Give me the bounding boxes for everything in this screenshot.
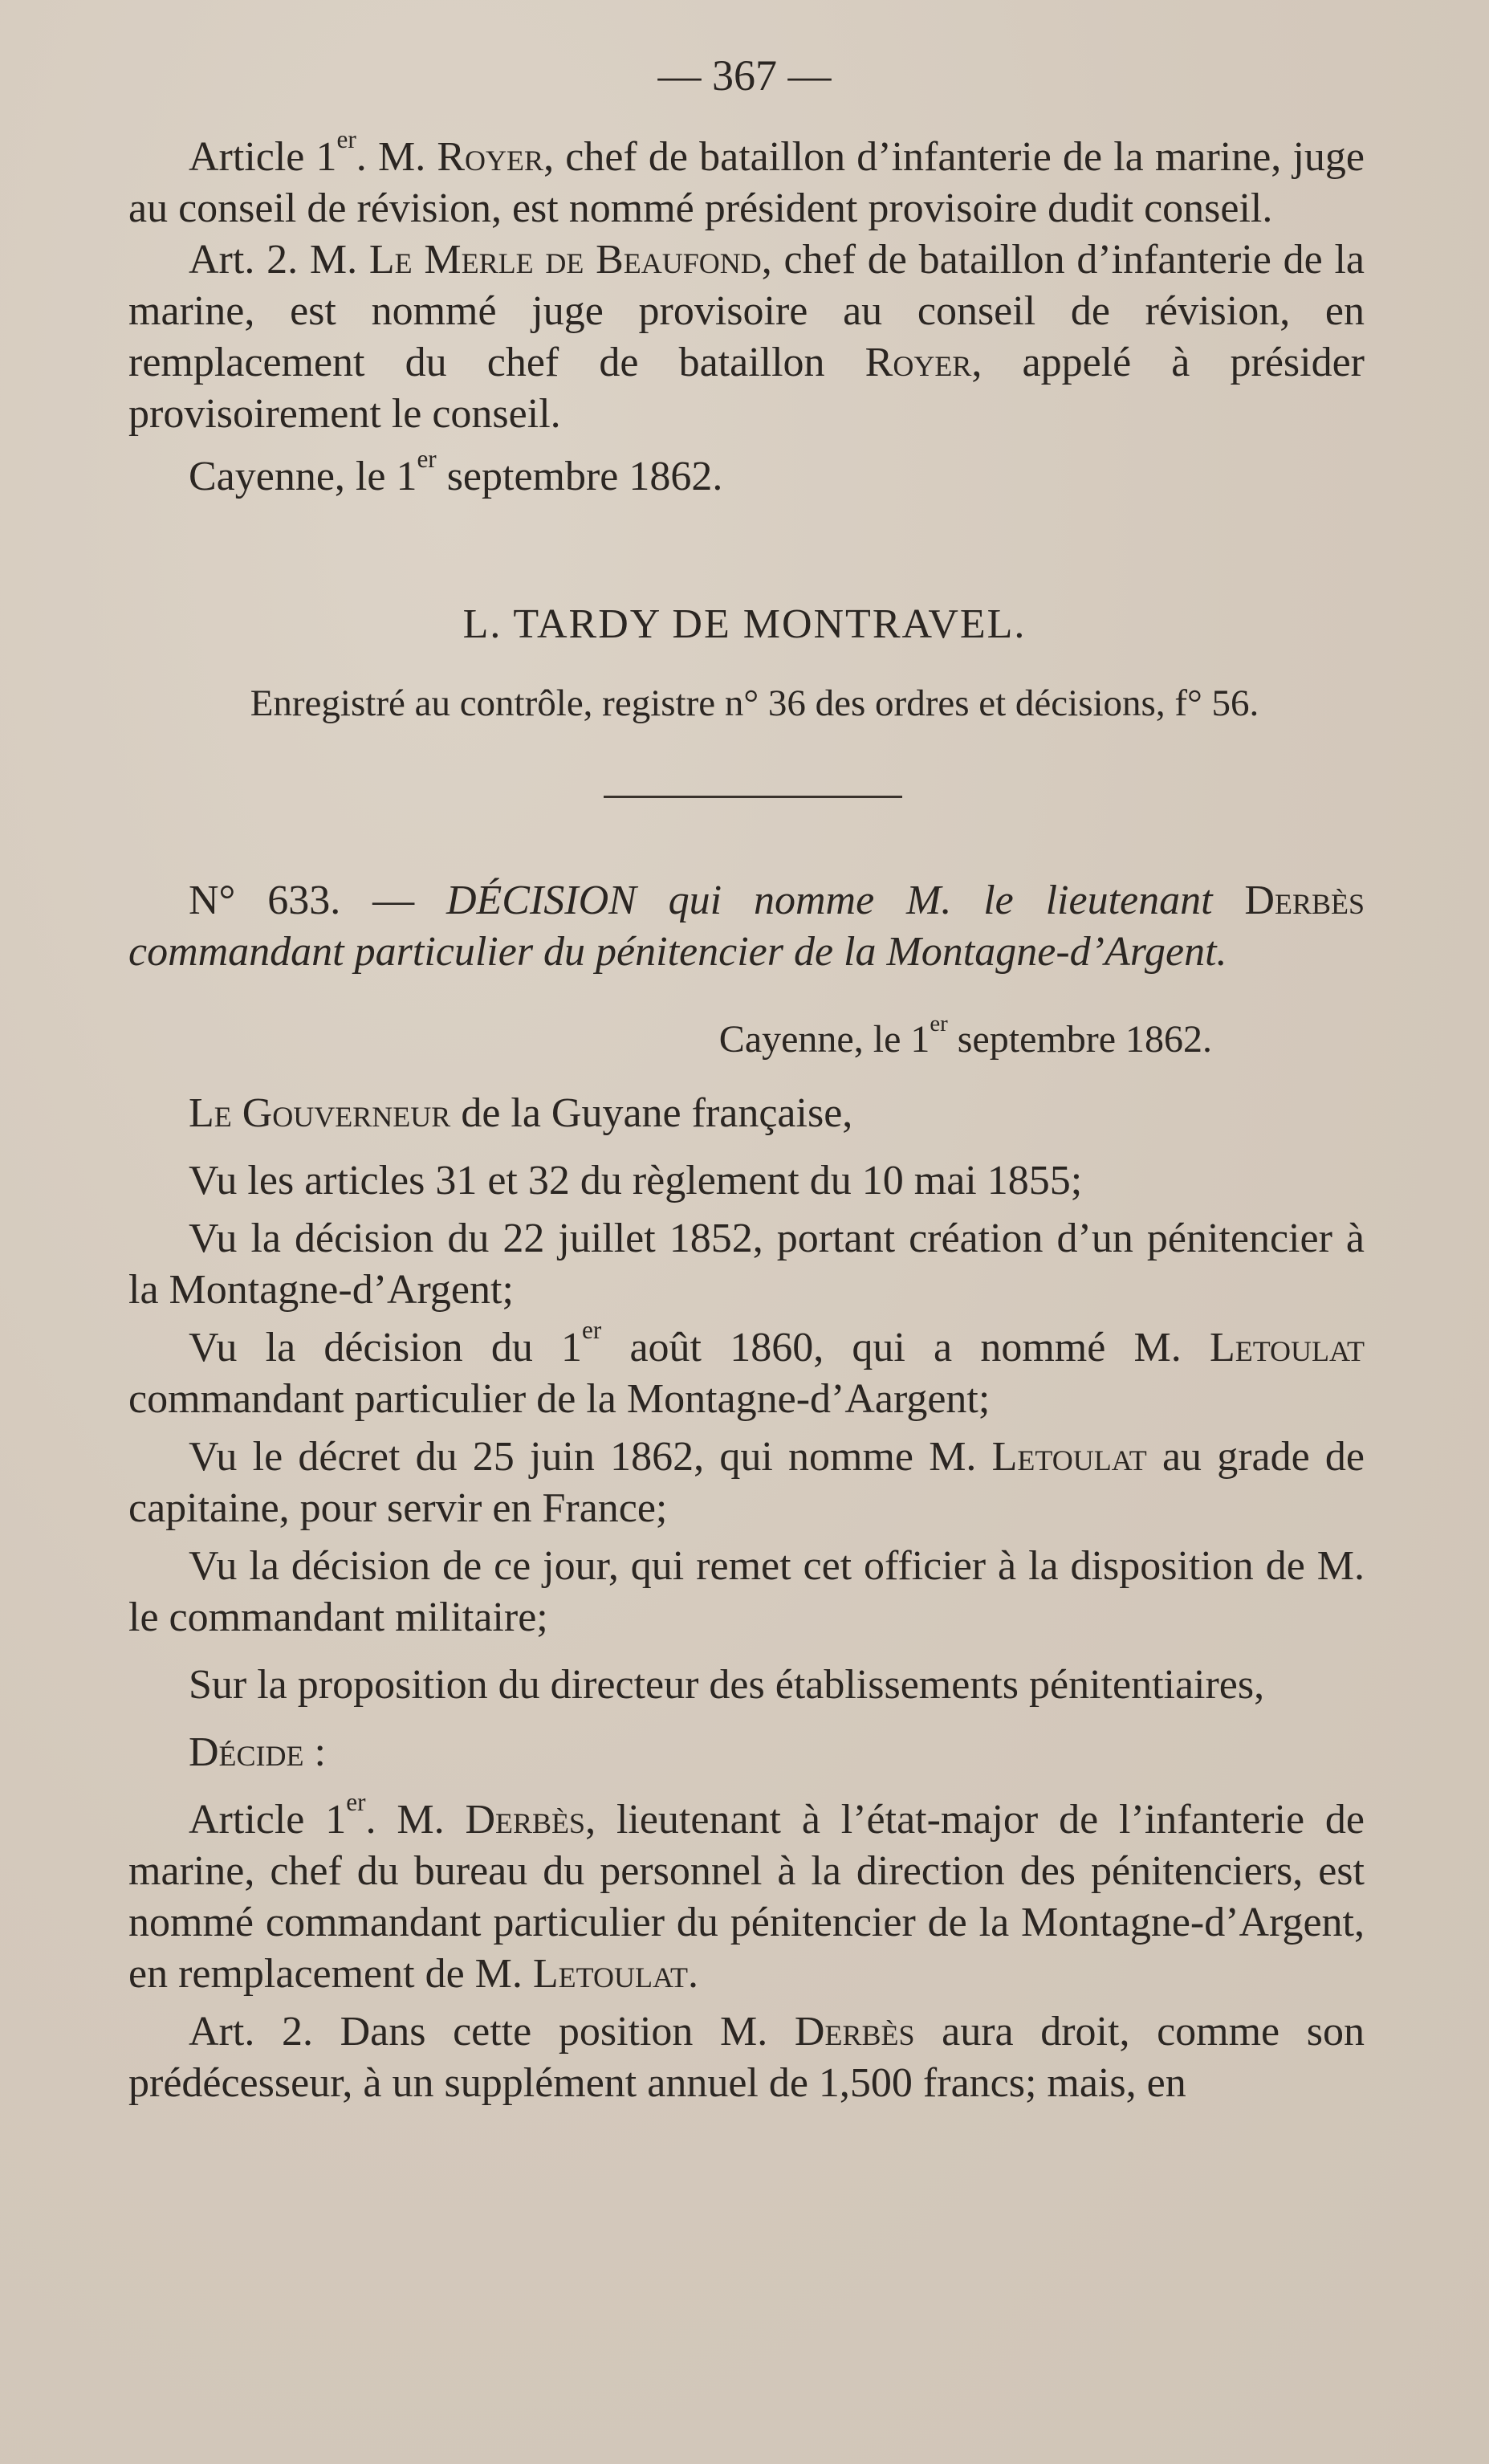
text: Vu la décision du 1 [189, 1325, 583, 1370]
whereas-5: Vu la décision de ce jour, qui remet cet officier à la disposition de M. le commandant militaire; [128, 1543, 1365, 1640]
person-name: Royer [865, 340, 972, 385]
text: , appelé à présider provisoirement le conseil. [128, 340, 1365, 437]
text: Article 1 [189, 1797, 347, 1843]
text: Art. 2. Dans cette position M. [189, 2009, 795, 2055]
whereas-3 [128, 1315, 1365, 1425]
section-divider [604, 796, 902, 798]
text: Cayenne, le 1 [189, 454, 417, 499]
text: au grade de capitaine, pour servir en France; [128, 1434, 1365, 1531]
text: septembre 1862. [436, 454, 723, 499]
text: aura droit, comme son prédécesseur, à un supplément annuel de 1,500 francs; mais, en [128, 2009, 1365, 2106]
text: . [687, 1951, 698, 1997]
text: de la Guyane française, [450, 1090, 853, 1136]
text: septembre 1862. [947, 1018, 1212, 1061]
person-name: Royer [437, 134, 544, 180]
text: , chef de bataillon d’infanterie de la marine, juge au conseil de révision, est nommé président provisoire dudit conseil. [128, 134, 1365, 231]
page-number: — 367 — [657, 51, 832, 100]
text: . M. [365, 1797, 466, 1843]
whereas-1: Vu les articles 31 et 32 du règlement du 10 mai 1855; [189, 1158, 1083, 1203]
governor-line [128, 1088, 1365, 1139]
decision-articles [128, 124, 1365, 503]
text: Cayenne, le 1 [718, 1018, 930, 1061]
place-date-line [128, 444, 1365, 503]
decision-body [128, 1088, 1365, 2109]
person-name: Derbès [465, 1797, 586, 1843]
superscript: er [930, 1011, 948, 1037]
person-name: Derbès [1244, 878, 1365, 923]
decision-heading [128, 875, 1365, 978]
proposal-line: Sur la proposition du directeur des établissements pénitentiaires, [189, 1662, 1265, 1708]
text: Vu le décret du 25 juin 1862, qui nomme M. [189, 1434, 992, 1480]
superscript: er [336, 124, 356, 153]
person-name: Letoulat [532, 1951, 688, 1997]
superscript: er [582, 1315, 602, 1344]
person-name: Letoulat [1209, 1325, 1365, 1370]
text: DÉCISION qui nomme M. le lieutenant [445, 878, 1245, 923]
whereas-4 [128, 1432, 1365, 1534]
registration-note: Enregistré au contrôle, registre n° 36 des ordres et décisions, f° 56. [250, 682, 1259, 724]
text: . M. [356, 134, 437, 180]
text: Article 1 [189, 134, 337, 180]
person-name: Le Merle de Beaufond [368, 237, 762, 283]
article-2-paragraph [128, 234, 1365, 440]
whereas-2: Vu la décision du 22 juillet 1852, portant création d’un pénitencier à la Montagne-d’Argent; [128, 1216, 1365, 1313]
article-1-paragraph [128, 124, 1365, 234]
signature: L. TARDY DE MONTRAVEL. [462, 601, 1027, 647]
decision-dateline [0, 1011, 1212, 1061]
person-name: Letoulat [991, 1434, 1147, 1480]
decision-title [128, 875, 1365, 978]
superscript: er [417, 444, 437, 473]
superscript: er [346, 1787, 366, 1816]
text: , lieutenant à l’état-major de l’infanterie de marine, chef du bureau du personnel à la direction des pénitenciers, est nommé commandant particulier du pénitencier de la Montagne-d’Argent, en remplacement de M. [128, 1797, 1365, 1997]
text: commandant particulier du pénitencier de la Montagne-d’Argent. [128, 929, 1227, 975]
text: Art. 2. M. [189, 237, 369, 283]
text: , chef de bataillon d’infanterie de la marine, est nommé juge provisoire au conseil de révision, en remplacement du chef de bataillon [128, 237, 1365, 385]
decision-number: N° 633. — [189, 878, 446, 923]
person-name: Derbès [794, 2009, 915, 2055]
article-1-paragraph [128, 1787, 1365, 2000]
governor-title: Le Gouverneur [189, 1090, 451, 1136]
article-2-paragraph [128, 2006, 1365, 2109]
text: août 1860, qui a nommé M. [601, 1325, 1210, 1370]
decides-line: Décide : [189, 1729, 326, 1775]
text: commandant particulier de la Montagne-d’Aargent; [128, 1376, 991, 1422]
